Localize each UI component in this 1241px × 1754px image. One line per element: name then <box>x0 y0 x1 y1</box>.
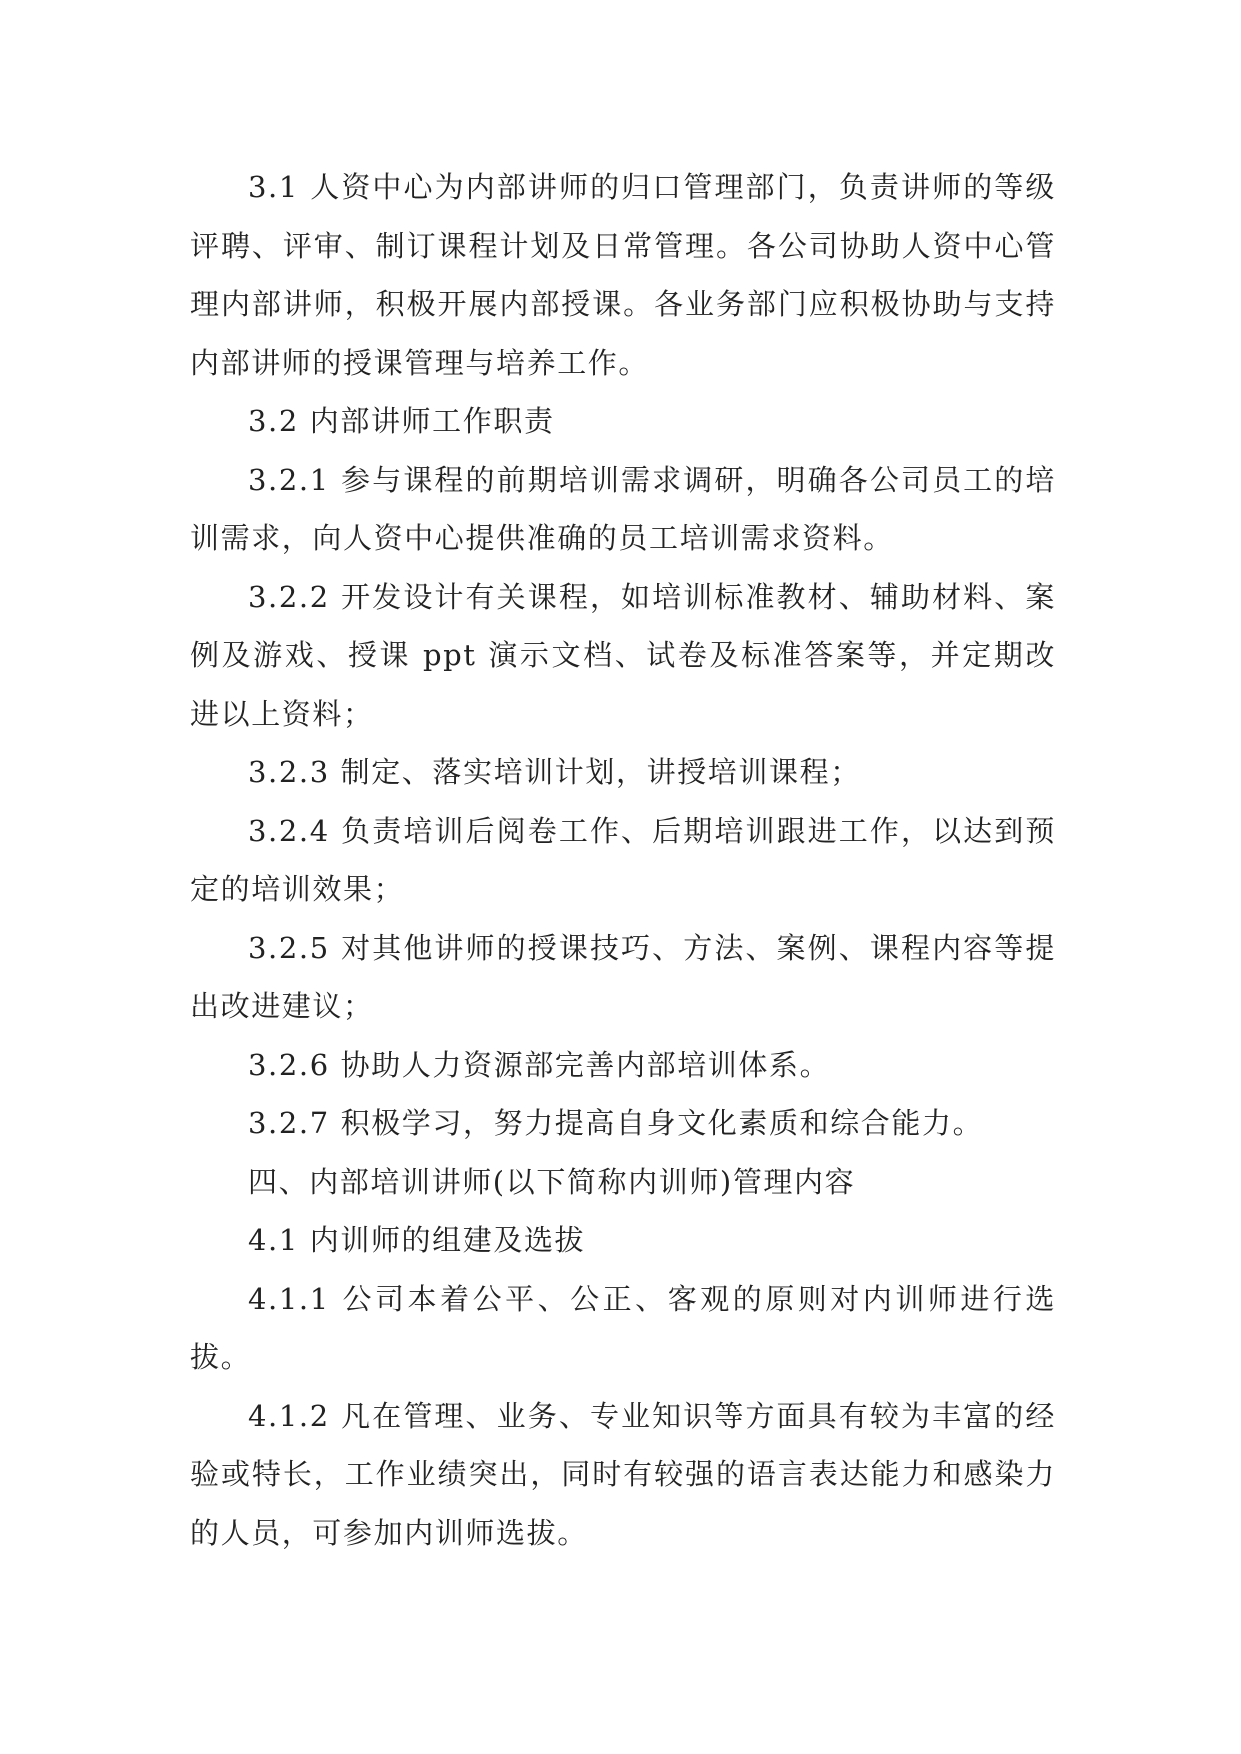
paragraph-3-2-4: 3.2.4 负责培训后阅卷工作、后期培训跟进工作，以达到预定的培训效果； <box>190 813 1056 906</box>
paragraph-3-2-5: 3.2.5 对其他讲师的授课技巧、方法、案例、课程内容等提出改进建议； <box>190 930 1056 1023</box>
heading-3-2: 3.2 内部讲师工作职责 <box>248 404 555 438</box>
document-page <box>190 158 1056 1562</box>
paragraph-4-1-2: 4.1.2 凡在管理、业务、专业知识等方面具有较为丰富的经验或特长，工作业绩突出，同时有较强的语言表达能力和感染力的人员，可参加内训师选拔。 <box>190 1398 1056 1550</box>
section-heading-4: 四、内部培训讲师(以下简称内训师)管理内容 <box>248 1164 856 1199</box>
paragraph-3-2-1: 3.2.1 参与课程的前期培训需求调研，明确各公司员工的培训需求，向人资中心提供准确的员工培训需求资料。 <box>190 462 1056 555</box>
heading-4-1: 4.1 内训师的组建及选拔 <box>248 1223 586 1257</box>
paragraph-3-2-3: 3.2.3 制定、落实培训计划，讲授培训课程； <box>248 755 861 789</box>
paragraph-3-2-7: 3.2.7 积极学习，努力提高自身文化素质和综合能力。 <box>248 1106 984 1140</box>
paragraph-3-2-2: 3.2.2 开发设计有关课程，如培训标准教材、辅助材料、案例及游戏、授课 ppt 演示文档、试卷及标准答案等，并定期改进以上资料； <box>190 579 1056 731</box>
paragraph-4-1-1: 4.1.1 公司本着公平、公正、客观的原则对内训师进行选拔。 <box>190 1281 1056 1374</box>
paragraph-3-1: 3.1 人资中心为内部讲师的归口管理部门，负责讲师的等级评聘、评审、制订课程计划及日常管理。各公司协助人资中心管理内部讲师，积极开展内部授课。各业务部门应积极协助与支持内部讲师的授课管理与培养工作。 <box>190 170 1056 380</box>
paragraph-3-2-6: 3.2.6 协助人力资源部完善内部培训体系。 <box>248 1047 831 1082</box>
